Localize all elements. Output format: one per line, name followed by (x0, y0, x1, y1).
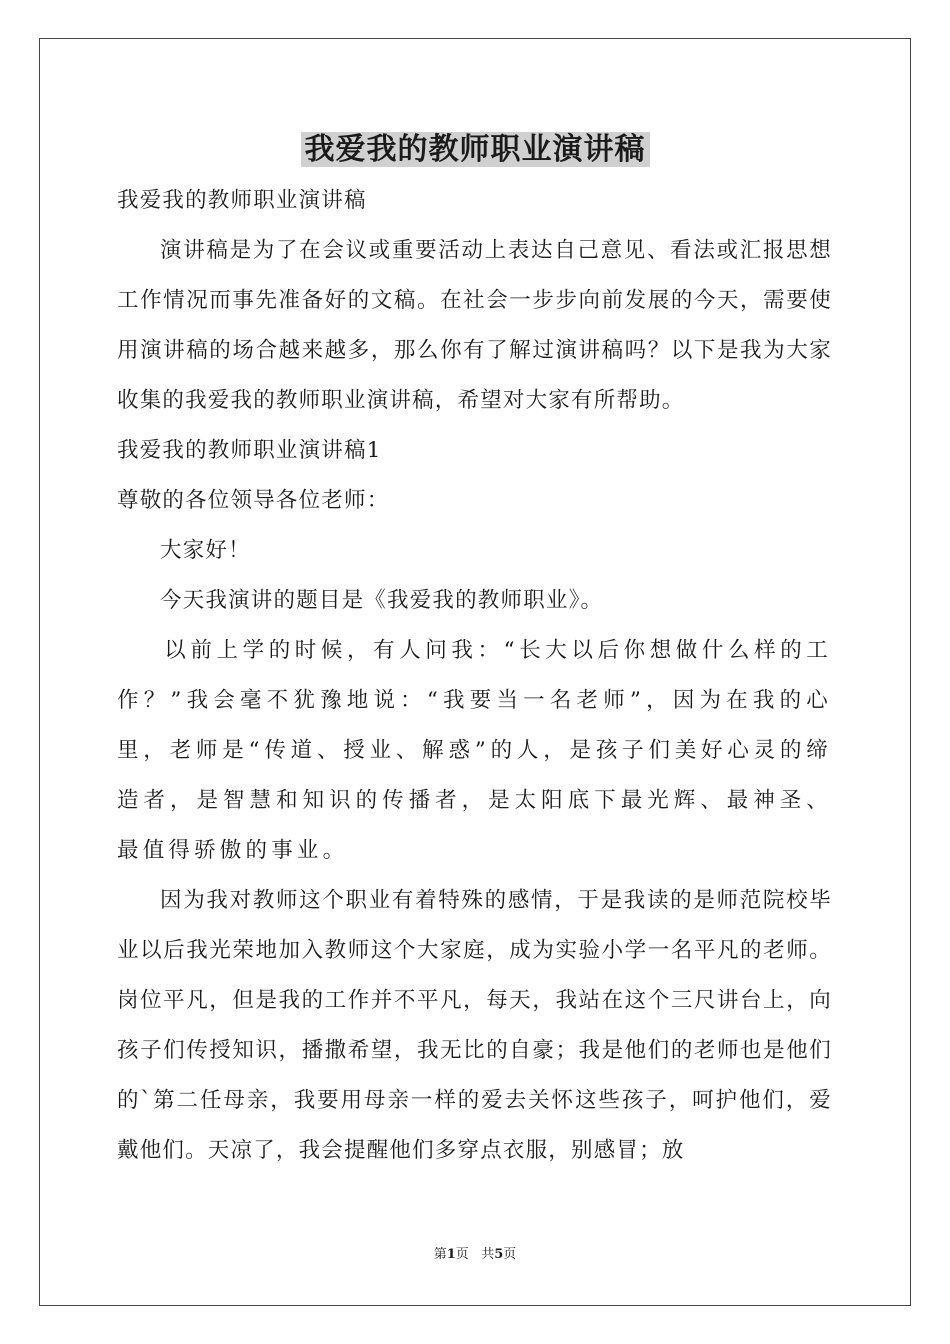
paragraph-greeting: 大家好！ (160, 538, 251, 563)
paragraph-section-heading: 我爱我的教师职业演讲稿1 (117, 438, 382, 463)
paragraph-salutation: 尊敬的各位领导各位老师： (117, 488, 390, 513)
footer-page-prefix: 第 (433, 1247, 447, 1262)
footer-page-number: 1 (446, 1247, 456, 1262)
paragraph-subtitle: 我爱我的教师职业演讲稿 (117, 188, 367, 213)
footer-total-suffix: 页 (503, 1247, 517, 1262)
document-body (117, 176, 832, 1176)
document-title-text: 我爱我的教师职业演讲稿 (301, 132, 650, 167)
paragraph-intro: 演讲稿是为了在会议或重要活动上表达自己意见、看法或汇报思想工作情况而事先准备好的文稿。在社会一步步向前发展的今天，需要使用演讲稿的场合越来越多，那么你有了解过演讲稿吗？以下是我为大家收集的我爱我的教师职业演讲稿，希望对大家有所帮助。 (117, 238, 832, 413)
document-title (0, 126, 950, 174)
paragraph-career: 因为我对教师这个职业有着特殊的感情，于是我读的是师范院校毕业以后我光荣地加入教师这个大家庭，成为实验小学一名平凡的老师。岗位平凡，但是我的工作并不平凡，每天，我站在这个三尺讲台上，向孩子们传授知识，播撒希望，我无比的自豪；我是他们的老师也是他们的`第二任母亲，我要用母亲一样的爱去关怀这些孩子，呵护他们，爱戴他们。天凉了，我会提醒他们多穿点衣服，别感冒；放 (117, 888, 832, 1163)
footer-page-suffix: 页 (455, 1247, 469, 1262)
footer-total-pages: 5 (494, 1247, 504, 1262)
footer-total-prefix: 共 (481, 1247, 495, 1262)
page-footer (0, 1246, 950, 1264)
paragraph-childhood: 以前上学的时候，有人问我：“长大以后你想做什么样的工作？”我会毫不犹豫地说：“我要当一名老师”，因为在我的心里，老师是“传道、授业、解惑”的人，是孩子们美好心灵的缔造者，是智慧和知识的传播者，是太阳底下最光辉、最神圣、最值得骄傲的事业。 (117, 638, 832, 863)
paragraph-topic: 今天我演讲的题目是《我爱我的教师职业》。 (160, 588, 604, 613)
